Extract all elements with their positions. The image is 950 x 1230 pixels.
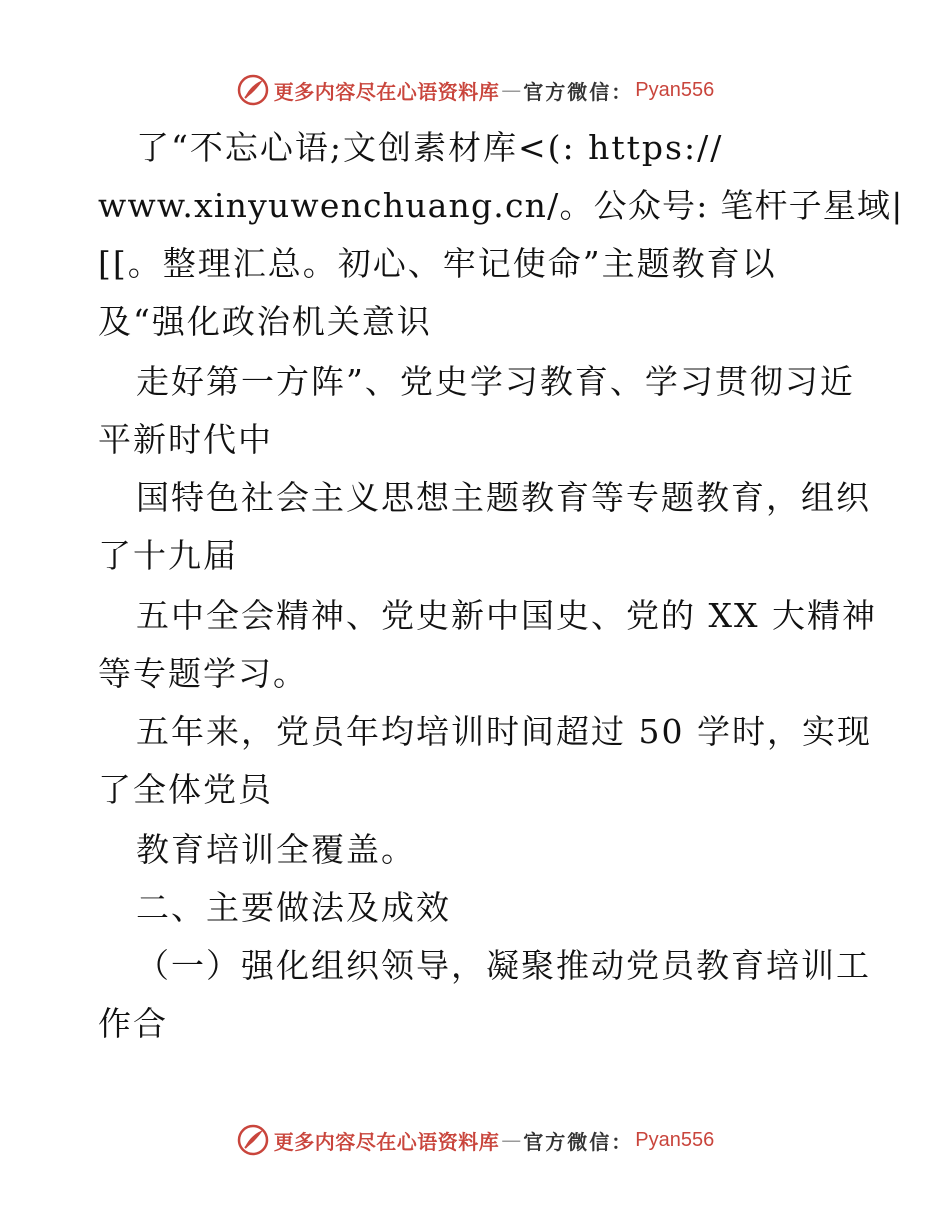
section-heading: 二、主要做法及成效 (136, 888, 451, 927)
banner-title: 更多内容尽在心语资料库 (273, 1129, 500, 1154)
feather-pen-logo-icon (236, 1123, 270, 1157)
banner-wechat-id: Pyan556 (635, 1128, 715, 1151)
banner-dash: — (501, 78, 522, 102)
body-line: 国特色社会主义思想主题教育等专题教育，组织 (136, 478, 871, 517)
banner-wechat-label: 官方微信： (523, 1129, 634, 1154)
body-line: 了十九届 (98, 536, 238, 575)
body-line: [[。整理汇总。初心、牢记使命”主题教育以 (98, 244, 777, 283)
body-line: 及“强化政治机关意识 (98, 302, 432, 341)
body-line: 作合 (98, 1004, 168, 1043)
header-banner (0, 68, 950, 112)
feather-pen-logo-icon (236, 73, 270, 107)
subsection-heading: （一）强化组织领导，凝聚推动党员教育培训工 (136, 946, 871, 985)
body-line: 五年来，党员年均培训时间超过 50 学时，实现 (136, 712, 872, 751)
banner-title: 更多内容尽在心语资料库 (273, 79, 500, 104)
body-line: 走好第一方阵”、党史学习教育、学习贯彻习近 (136, 362, 855, 401)
body-line: 教育培训全覆盖。 (136, 830, 416, 869)
body-line: 等专题学习。 (98, 654, 308, 693)
body-line: 五中全会精神、党史新中国史、党的 XX 大精神 (136, 596, 877, 635)
body-line: 平新时代中 (98, 420, 273, 459)
footer-banner (0, 1118, 950, 1162)
body-line: www.xinyuwenchuang.cn/。公众号: 笔杆子星域| (98, 186, 904, 225)
body-line: 了全体党员 (98, 770, 273, 809)
banner-wechat-label: 官方微信： (523, 79, 634, 104)
banner-dash: — (501, 1128, 522, 1152)
banner-wechat-id: Pyan556 (635, 78, 715, 101)
body-line: 了“不忘心语;文创素材库<(: https:// (136, 128, 724, 167)
